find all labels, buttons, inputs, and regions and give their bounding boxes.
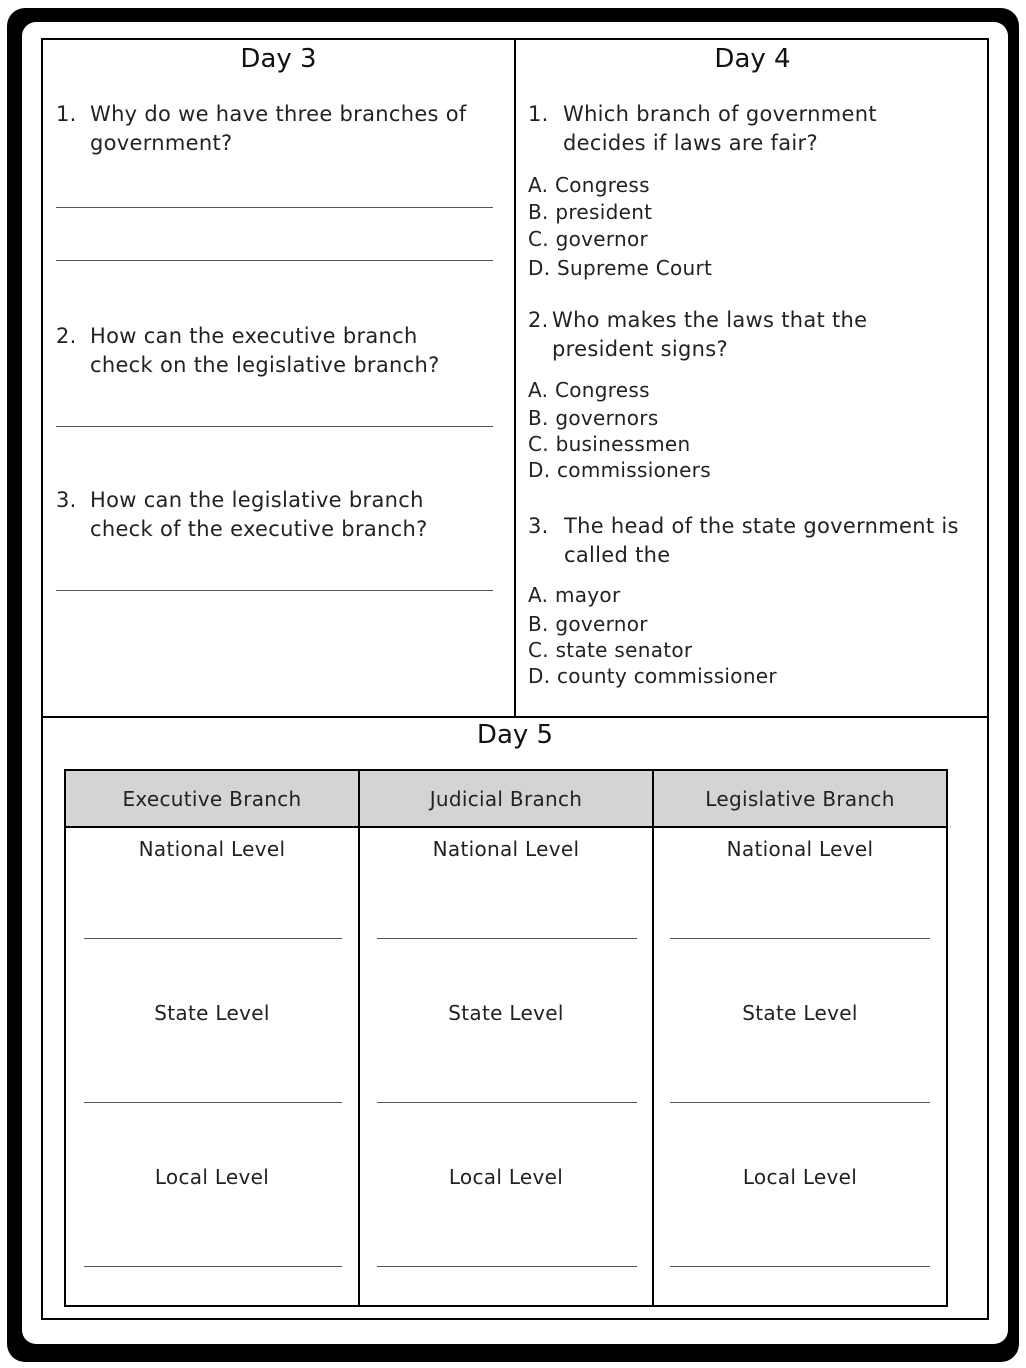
header-executive-branch: Executive Branch (122, 787, 302, 811)
question-number: 2. (528, 308, 549, 332)
answer-option[interactable]: A. Congress (528, 378, 650, 402)
answer-line[interactable] (377, 1102, 637, 1103)
level-label-state: State Level (448, 1001, 564, 1025)
answer-option[interactable]: B. governors (528, 406, 659, 430)
question-text: Which branch of government decides if laws are fair? (563, 102, 877, 155)
level-label-state: State Level (154, 1001, 270, 1025)
level-label-national: National Level (726, 837, 874, 861)
answer-option[interactable]: A. Congress (528, 173, 650, 197)
question-number: 1. (528, 102, 549, 126)
answer-line[interactable] (670, 1102, 930, 1103)
day4-question-2 (528, 306, 968, 366)
answer-line[interactable] (56, 590, 493, 591)
level-label-local: Local Level (154, 1165, 270, 1189)
question-number: 3. (56, 488, 77, 512)
question-number: 2. (56, 324, 77, 348)
answer-option[interactable]: C. businessmen (528, 432, 691, 456)
answer-line[interactable] (84, 1102, 342, 1103)
answer-option[interactable]: A. mayor (528, 583, 621, 607)
header-legislative-branch: Legislative Branch (705, 787, 895, 811)
day4-question-3 (528, 512, 968, 572)
answer-line[interactable] (670, 938, 930, 939)
answer-option[interactable]: D. county commissioner (528, 664, 777, 688)
answer-line[interactable] (56, 260, 493, 261)
day3-title: Day 3 (240, 44, 317, 74)
question-number: 3. (528, 514, 549, 538)
level-label-local: Local Level (742, 1165, 858, 1189)
day4-question-1 (528, 100, 968, 160)
answer-option[interactable]: B. president (528, 200, 653, 224)
header-judicial-branch: Judicial Branch (429, 787, 583, 811)
answer-option[interactable]: D. commissioners (528, 458, 711, 482)
question-text: Why do we have three branches of government? (90, 102, 467, 155)
answer-option[interactable]: C. state senator (528, 638, 693, 662)
level-label-local: Local Level (448, 1165, 564, 1189)
answer-line[interactable] (377, 1266, 637, 1267)
level-label-national: National Level (432, 837, 580, 861)
branches-table (64, 769, 948, 1307)
answer-line[interactable] (670, 1266, 930, 1267)
level-label-state: State Level (742, 1001, 858, 1025)
day4-title: Day 4 (714, 44, 791, 74)
answer-line[interactable] (56, 426, 493, 427)
column-divider (514, 38, 516, 718)
question-text: The head of the state government is called the (564, 514, 959, 567)
answer-option[interactable]: D. Supreme Court (528, 256, 713, 280)
day3-question-1 (56, 100, 496, 160)
answer-line[interactable] (56, 207, 493, 208)
answer-line[interactable] (84, 938, 342, 939)
day3-question-2 (56, 322, 496, 382)
answer-line[interactable] (377, 938, 637, 939)
question-number: 1. (56, 102, 77, 126)
question-text: Who makes the laws that the president signs? (552, 308, 868, 361)
day5-title: Day 5 (476, 720, 554, 750)
level-label-national: National Level (138, 837, 286, 861)
answer-option[interactable]: B. governor (528, 612, 648, 636)
question-text: How can the legislative branch check of the executive branch? (90, 488, 428, 541)
answer-line[interactable] (84, 1266, 342, 1267)
answer-option[interactable]: C. governor (528, 227, 649, 251)
section-divider (41, 716, 989, 718)
question-text: How can the executive branch check on the legislative branch? (90, 324, 440, 377)
day3-question-3 (56, 486, 496, 546)
